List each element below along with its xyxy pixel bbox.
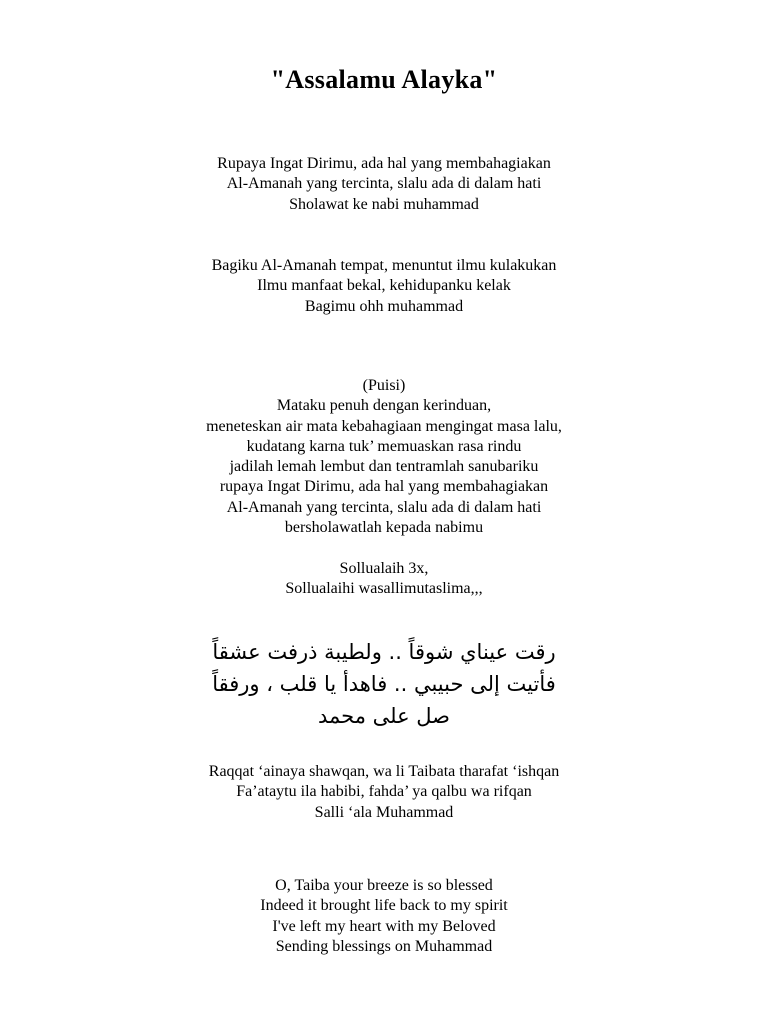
stanza-6-translation [0,876,768,957]
stanza-1 [0,154,768,215]
stanza-line: Sollualaih 3x, [339,560,429,577]
stanza-line: Indeed it brought life back to my spirit [260,897,508,915]
arabic-line: صل على محمد [317,704,451,728]
stanza-line: bersholawatlah kepada nabimu [284,519,484,537]
stanza-line: Sollualaihi wasallimutaslima,,, [285,580,483,598]
stanza-line: Sholawat ke nabi muhammad [289,195,479,213]
stanza-4 [0,559,768,600]
stanza-line: Rupaya Ingat Dirimu, ada hal yang membahagiakan [217,155,551,172]
stanza-line: jadilah lemah lembut dan tentramlah sanubariku [229,458,539,476]
stanza-3 [0,376,768,538]
stanza-line: Al-Amanah yang tercinta, slalu ada di dalam hati [226,175,542,193]
stanza-line: rupaya Ingat Dirimu, ada hal yang membahagiakan [219,478,549,496]
arabic-line: رقت عيناي شوقاً .. ولطيبة ذرفت عشقاً [212,640,556,664]
stanza-line: I've left my heart with my Beloved [272,917,496,935]
poem-title: "Assalamu Alayka" [270,65,498,94]
stanza-2 [0,256,768,317]
stanza-line: Raqqat ‘ainaya shawqan, wa li Taibata tharafat ‘ishqan [208,763,560,780]
stanza-line: meneteskan air mata kebahagiaan mengingat masa lalu, [206,417,562,435]
stanza-line: Fa’ataytu ila habibi, fahda’ ya qalbu wa rifqan [236,783,532,801]
stanza-line: O, Taiba your breeze is so blessed [275,877,493,894]
arabic-line: فأتيت إلى حبيبي .. فاهدأ يا قلب ، ورفقاً [212,672,556,696]
stanza-line: Sending blessings on Muhammad [275,937,493,955]
stanza-line: (Puisi) [362,377,406,394]
stanza-line: Bagimu ohh muhammad [304,297,464,315]
arabic-verse [0,636,768,732]
stanza-line: Al-Amanah yang tercinta, slalu ada di dalam hati [226,498,542,516]
stanza-line: Mataku penuh dengan kerinduan, [276,397,492,415]
stanza-line: Bagiku Al-Amanah tempat, menuntut ilmu kulakukan [211,257,557,274]
stanza-5-transliteration [0,762,768,823]
stanza-line: Salli ‘ala Muhammad [314,803,454,821]
stanza-line: Ilmu manfaat bekal, kehidupanku kelak [257,277,511,295]
stanza-line: kudatang karna tuk’ memuaskan rasa rindu [246,437,522,455]
